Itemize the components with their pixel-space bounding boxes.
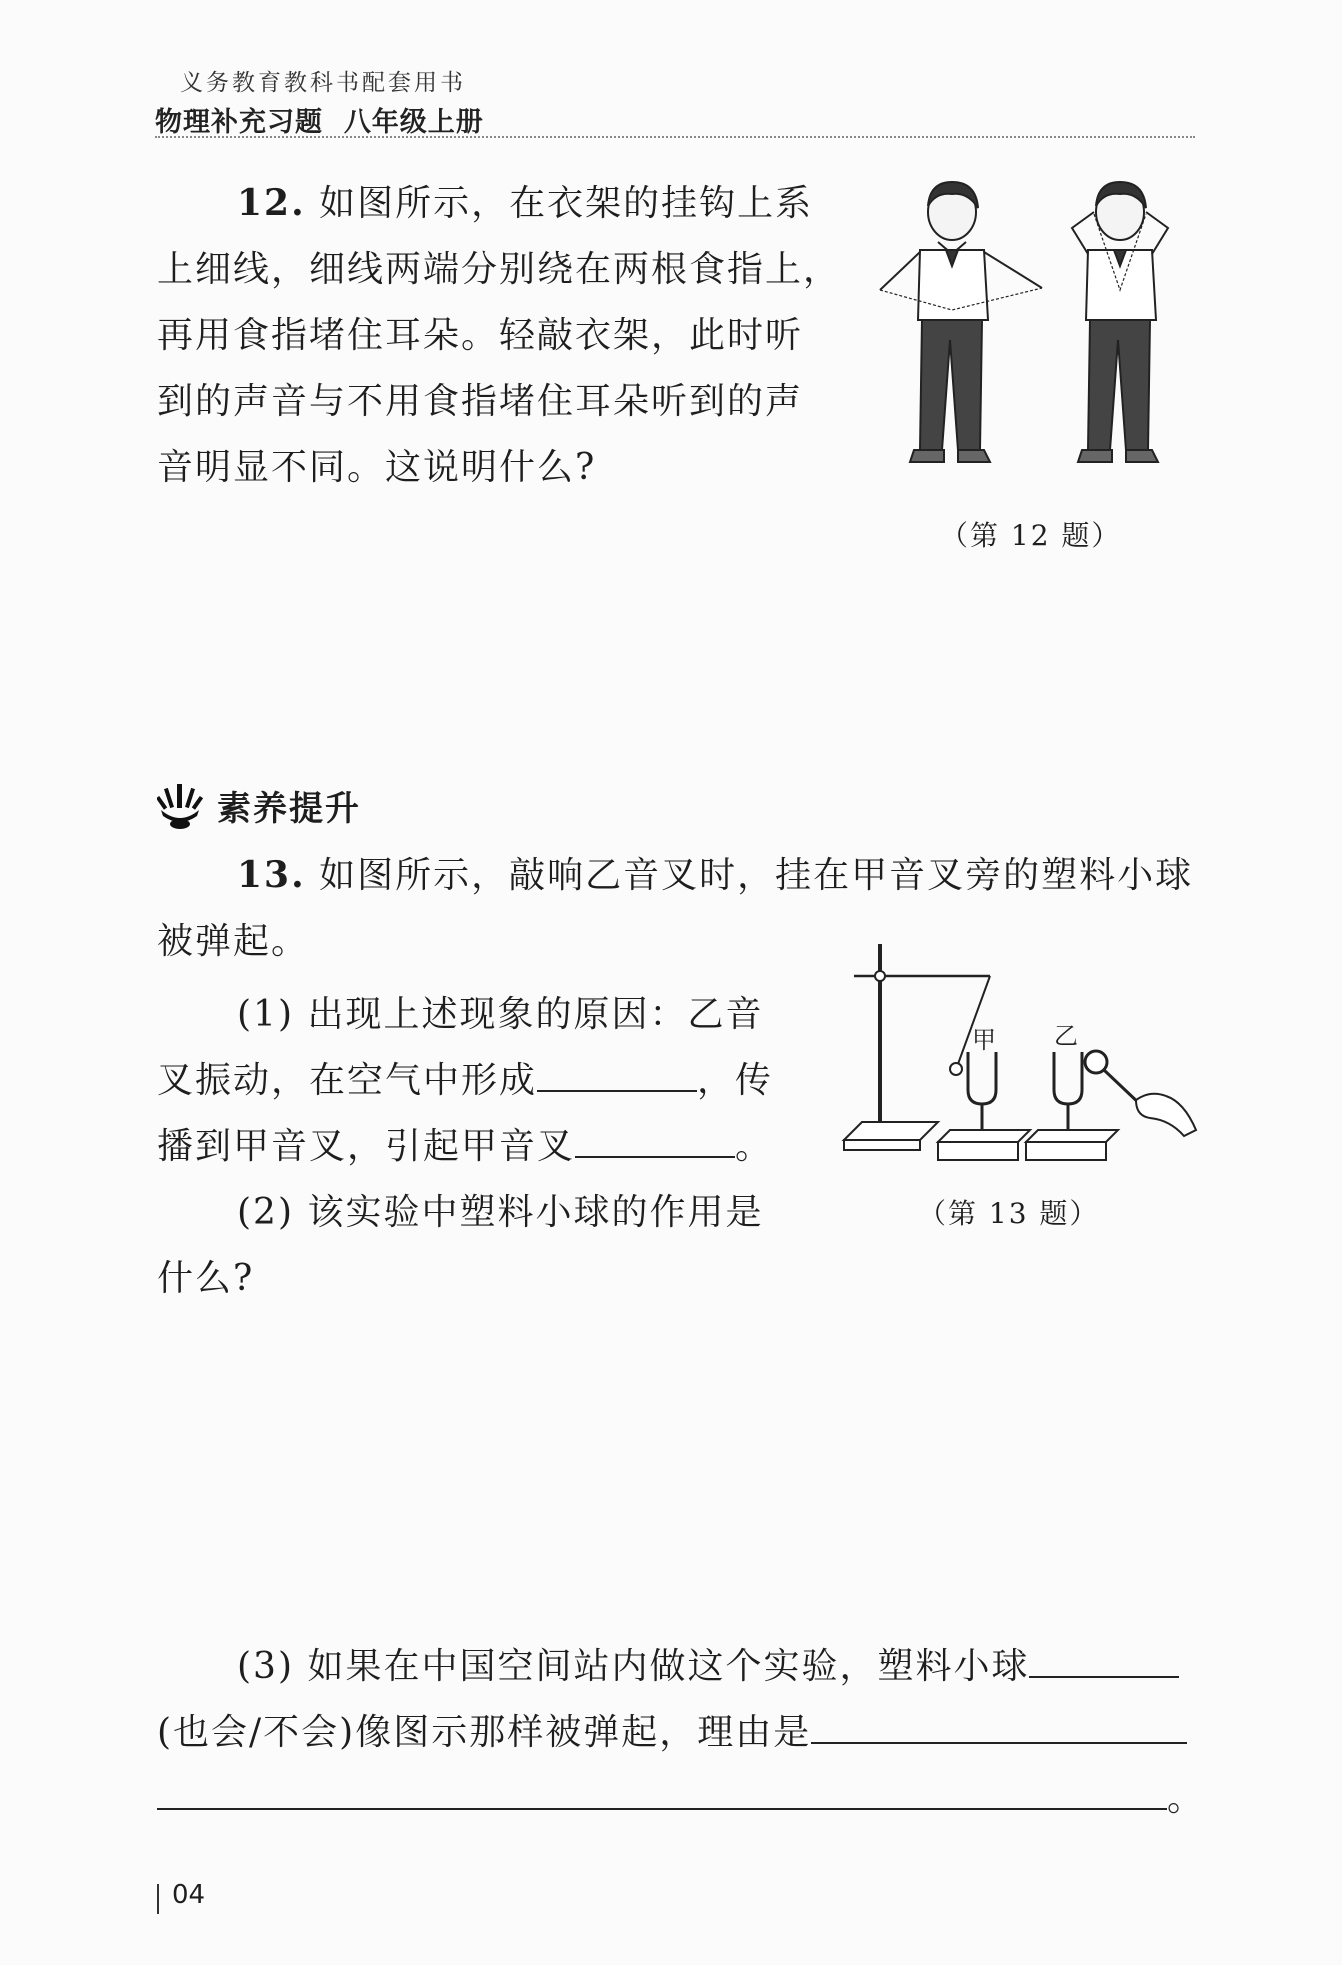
q13-part1-line-3a: 播到甲音叉，引起甲音叉	[157, 1126, 576, 1167]
answer-blank-reason-2[interactable]	[157, 1778, 1167, 1810]
figure-12-illustration	[860, 170, 1200, 490]
q13-part3-end: 。	[1167, 1778, 1206, 1819]
q12-line-3: 再用食指堵住耳朵。轻敲衣架，此时听	[157, 315, 804, 356]
boy-plugging-ears-figure	[1072, 182, 1168, 462]
page-number-bar	[157, 1884, 159, 1914]
q13-part3	[157, 1634, 1217, 1832]
q12-line-1: 如图所示，在衣架的挂钩上系	[319, 183, 814, 224]
q13-intro-line-2: 被弹起。	[157, 921, 310, 962]
section-header	[157, 778, 361, 832]
figure-13-tuning-forks	[840, 940, 1210, 1170]
q13-parts	[157, 982, 797, 1312]
boy-listening-figure	[880, 182, 1042, 462]
q13-part2-line-1: (2) 该实验中塑料小球的作用是	[237, 1192, 764, 1233]
q13-part3-line-1: (3) 如果在中国空间站内做这个实验，塑料小球	[237, 1646, 1030, 1687]
answer-blank-reason-1[interactable]	[811, 1712, 1187, 1744]
answer-blank-will-or-not[interactable]	[1029, 1646, 1179, 1678]
answer-blank-wave[interactable]	[537, 1060, 697, 1092]
book-title	[155, 100, 484, 139]
answer-blank-vibration[interactable]	[575, 1126, 735, 1158]
q12-line-4: 到的声音与不用食指堵住耳朵听到的声	[157, 381, 804, 422]
figure-13-caption: （第 13 题）	[918, 1197, 1100, 1230]
q13-part1-line-3b: 。	[735, 1126, 774, 1167]
figure-12-caption: （第 12 题）	[940, 519, 1122, 552]
fork-label-a: 甲	[972, 1026, 996, 1054]
grade-label: 八年级上册	[343, 107, 484, 138]
crown-icon	[157, 780, 203, 830]
q13-part2-line-2: 什么?	[157, 1258, 255, 1299]
book-name: 物理补充习题	[155, 107, 323, 138]
question-number: 12.	[237, 182, 306, 224]
question-12	[157, 170, 847, 501]
q12-line-2: 上细线，细线两端分别绕在两根食指上，	[157, 249, 842, 290]
header-divider	[155, 136, 1195, 138]
q13-part1-line-2b: ，传	[697, 1060, 774, 1101]
series-title: 义务教育教科书配套用书	[180, 70, 466, 96]
q13-intro-line-1: 如图所示，敲响乙音叉时，挂在甲音叉旁的塑料小球	[319, 855, 1194, 896]
q13-part1-line-1: (1) 出现上述现象的原因：乙音	[237, 994, 764, 1035]
fork-label-b: 乙	[1054, 1022, 1078, 1050]
page-number: 04	[172, 1880, 206, 1910]
q13-part1-line-2a: 叉振动，在空气中形成	[157, 1060, 538, 1101]
q13-part3-line-2: (也会/不会)像图示那样被弹起，理由是	[157, 1712, 812, 1753]
q12-line-5: 音明显不同。这说明什么?	[157, 447, 597, 488]
question-number: 13.	[237, 854, 306, 896]
section-title: 素养提升	[217, 788, 361, 829]
